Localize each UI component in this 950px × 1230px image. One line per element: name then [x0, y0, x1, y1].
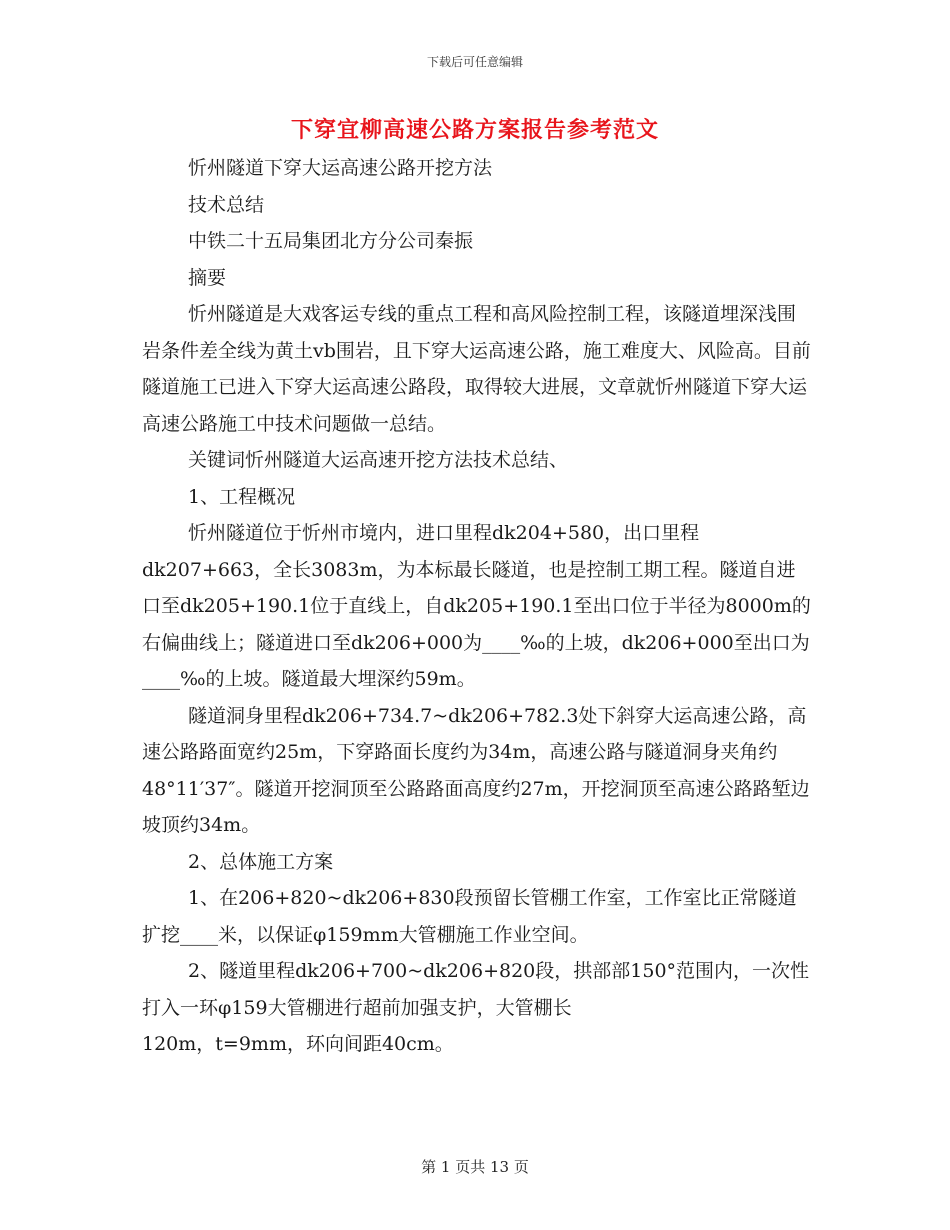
author-line: 中铁二十五局集团北方分公司秦振	[188, 230, 474, 252]
body-paragraph-continued: 120m，t=9mm，环向间距40cm。	[142, 1033, 454, 1055]
document-title: 下穿宜柳高速公路方案报告参考范文	[290, 117, 659, 143]
section-heading: 1、工程概况	[188, 485, 296, 508]
body-paragraph: 隧道洞身里程dk206+734.7~dk206+782.3处下斜穿大运高速公路，高速公路路面宽约25m，下穿路面长度约为34m，高速公路与隧道洞身夹角约48°11′37″。隧道开挖洞顶至公路路面高度约27m，开挖洞顶至高速公路路堑边坡顶约34m。	[142, 704, 810, 836]
keywords-line: 关键词忻州隧道大运高速开挖方法技术总结、	[188, 449, 569, 471]
page-header: 下载后可任意编辑	[426, 55, 523, 69]
abstract-paragraph: 忻州隧道是大戏客运专线的重点工程和高风险控制工程，该隧道埋深浅围岩条件差全线为黄土vb围岩，且下穿大运高速公路，施工难度大、风险高。目前隧道施工已进入下穿大运高速公路段，取得较大进展，文章就忻州隧道下穿大运高速公路施工中技术问题做一总结。	[142, 303, 811, 435]
body-paragraph: 2、隧道里程dk206+700~dk206+820段，拱部部150°范围内，一次性打入一环φ159大管棚进行超前加强支护，大管棚长	[142, 960, 810, 1019]
section-heading: 2、总体施工方案	[188, 850, 334, 873]
document-body	[142, 150, 814, 1063]
body-paragraph: 忻州隧道位于忻州市境内，进口里程dk204+580，出口里程dk207+663，全长3083m，为本标最长隧道，也是控制工期工程。隧道自进口至dk205+190.1位于直线上，自dk205+190.1至出口位于半径为8000m的右偏曲线上；隧道进口至dk206+000为____‰的上坡，dk206+000至出口为____‰的上坡。隧道最大埋深约59m。	[142, 522, 811, 690]
subtitle-line: 忻州隧道下穿大运高速公路开挖方法	[188, 157, 493, 179]
page-footer: 第 1 页共 13 页	[421, 1158, 529, 1176]
body-paragraph: 1、在206+820~dk206+830段预留长管棚工作室，工作室比正常隧道扩挖____米，以保证φ159mm大管棚施工作业空间。	[142, 887, 797, 946]
abstract-heading: 摘要	[188, 266, 227, 289]
subtitle-line: 技术总结	[188, 193, 265, 216]
